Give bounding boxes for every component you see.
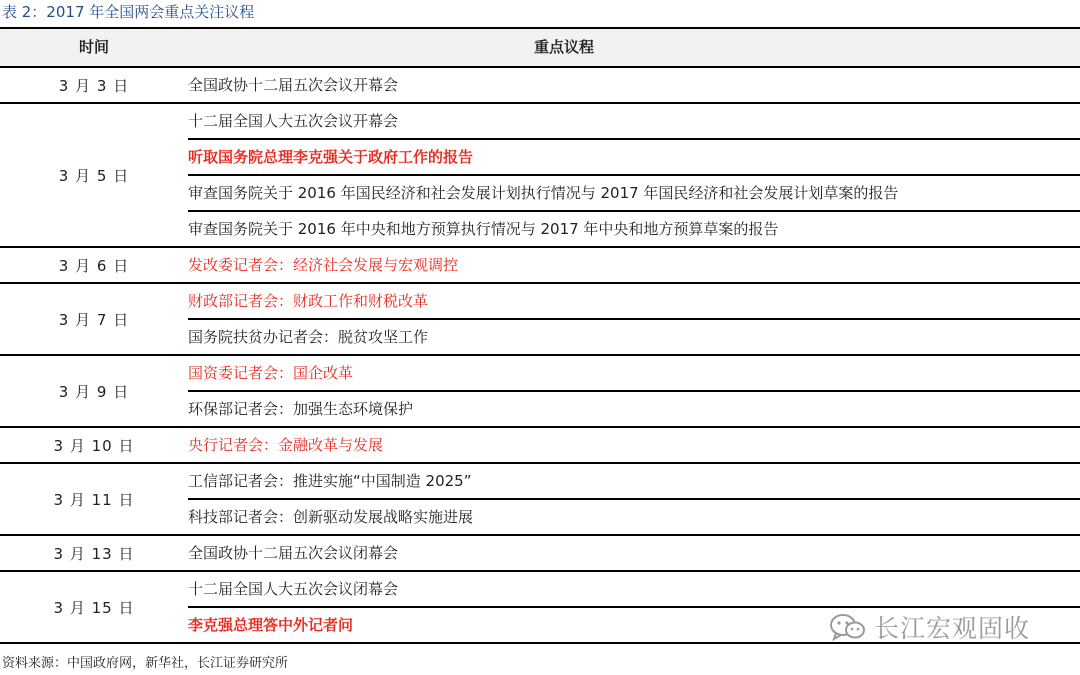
watermark (828, 610, 1030, 644)
agenda-item: 审查国务院关于 2016 年中央和地方预算执行情况与 2017 年中央和地方预算草案的报告 (188, 210, 1080, 246)
agenda-item: 全国政协十二届五次会议闭幕会 (188, 544, 399, 562)
row-agenda-items (188, 248, 1080, 282)
row-date: 3 月 3 日 (58, 76, 130, 95)
row-date: 3 月 6 日 (58, 256, 130, 275)
row-date: 3 月 13 日 (53, 544, 135, 563)
row-date: 3 月 15 日 (53, 598, 135, 617)
agenda-item: 审查国务院关于 2016 年国民经济和社会发展计划执行情况与 2017 年国民经济和社会发展计划草案的报告 (188, 174, 1080, 210)
row-agenda-items (188, 428, 1080, 462)
table-row (0, 68, 1080, 104)
table-row (0, 428, 1080, 464)
row-agenda-items (188, 284, 1080, 354)
source-note: 资料来源：中国政府网，新华社，长江证券研究所 (2, 656, 289, 671)
wechat-icon (828, 612, 868, 642)
row-agenda-items (188, 536, 1080, 570)
table-row (0, 104, 1080, 248)
agenda-item: 财政部记者会：财政工作和财税改革 (188, 292, 429, 310)
agenda-item: 发改委记者会：经济社会发展与宏观调控 (188, 256, 459, 274)
agenda-item: 十二届全国人大五次会议闭幕会 (188, 580, 399, 598)
agenda-item: 国资委记者会：国企改革 (188, 364, 354, 382)
agenda-item: 环保部记者会：加强生态环境保护 (188, 390, 1080, 426)
agenda-table (0, 27, 1080, 644)
header-agenda: 重点议程 (533, 38, 594, 56)
row-date: 3 月 10 日 (53, 436, 135, 455)
row-date: 3 月 5 日 (58, 166, 130, 185)
row-date: 3 月 11 日 (53, 490, 135, 509)
agenda-item: 工信部记者会：推进实施“中国制造 2025” (188, 472, 472, 490)
row-agenda-items (188, 68, 1080, 102)
table-body (0, 68, 1080, 644)
agenda-item: 国务院扶贫办记者会：脱贫攻坚工作 (188, 318, 1080, 354)
table-row (0, 464, 1080, 536)
table-row (0, 356, 1080, 428)
agenda-item: 十二届全国人大五次会议开幕会 (188, 112, 399, 130)
table-row (0, 284, 1080, 356)
agenda-item: 李克强总理答中外记者问 (188, 606, 1080, 642)
agenda-item: 听取国务院总理李克强关于政府工作的报告 (188, 138, 1080, 174)
table-caption: 表 2：2017 年全国两会重点关注议程 (2, 3, 255, 21)
row-agenda-items (188, 104, 1080, 246)
watermark-text: 长江宏观固收 (874, 614, 1031, 643)
table-row (0, 248, 1080, 284)
row-agenda-items (188, 356, 1080, 426)
row-date: 3 月 7 日 (58, 310, 130, 329)
table-row (0, 536, 1080, 572)
agenda-item: 科技部记者会：创新驱动发展战略实施进展 (188, 498, 1080, 534)
agenda-item: 央行记者会：金融改革与发展 (188, 436, 384, 454)
header-date: 时间 (78, 38, 109, 56)
row-date: 3 月 9 日 (58, 382, 130, 401)
agenda-item: 全国政协十二届五次会议开幕会 (188, 76, 399, 94)
table-header (0, 29, 1080, 68)
row-agenda-items (188, 464, 1080, 534)
